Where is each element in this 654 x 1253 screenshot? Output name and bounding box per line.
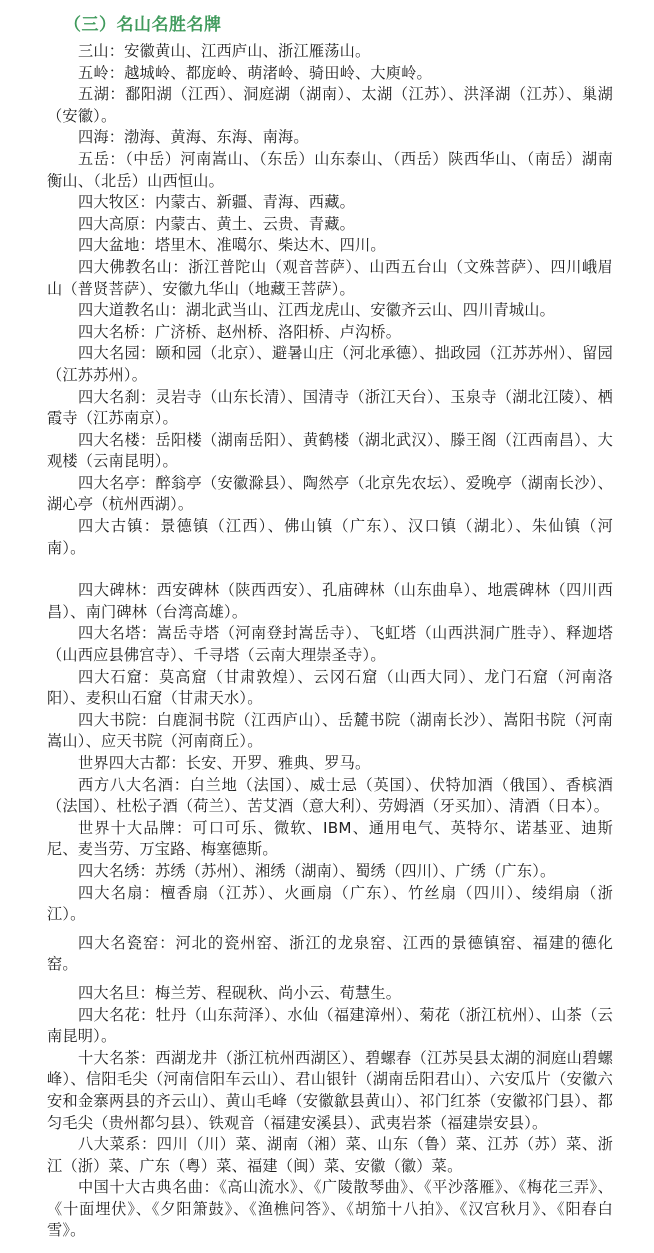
paragraph-text: 鄱阳湖（江西）、洞庭湖（湖南）、太湖（江苏）、洪泽湖（江苏）、巢湖（安徽）。 <box>47 85 614 125</box>
paragraph-opera-dan <box>47 983 613 1005</box>
paragraph-text: 长安、开罗、雅典、罗马。 <box>185 754 371 772</box>
paragraph-label: 四海： <box>78 128 125 147</box>
paragraph-embroideries <box>47 861 613 883</box>
paragraph-text: 安徽黄山、江西庐山、浙江雁荡山。 <box>124 42 371 60</box>
paragraph-label: 世界四大古都： <box>78 754 186 772</box>
paragraph-pastures <box>47 192 613 214</box>
paragraph-cuisines <box>47 1134 613 1177</box>
paragraph-taoist-mountains <box>47 300 613 322</box>
paragraph-label: 四大盆地： <box>78 236 155 255</box>
paragraph-western-liquors <box>47 775 613 818</box>
section-title: （三）名山名胜名牌 <box>64 15 222 35</box>
paragraph-text: 可口可乐、微软、IBM、通用电气、英特尔、诺基亚、迪斯尼、麦当劳、万宝路、梅塞德斯。 <box>47 818 614 859</box>
paragraph-text: 湖北武当山、江西龙虎山、安徽齐云山、四川青城山。 <box>185 301 556 320</box>
paragraph-text: （中岳）河南嵩山、（东岳）山东泰山、（西岳）陕西华山、（南岳）湖南衡山、（北岳）山西恒山。 <box>47 149 614 190</box>
paragraph-bridges <box>47 322 613 344</box>
paragraph-label: 四大名花： <box>78 1005 156 1024</box>
paragraph-towers <box>47 430 613 473</box>
paragraph-label: 四大名楼： <box>78 430 156 449</box>
paragraph-label: 四大名桥： <box>78 322 155 341</box>
paragraph-buddhist-mountains <box>47 257 613 300</box>
paragraph-three-mountains <box>47 41 613 63</box>
paragraph-pavilions <box>47 473 613 516</box>
paragraph-label: 四大石窟： <box>78 667 160 686</box>
paragraph-text: 河北的瓷州窑、浙江的龙泉窑、江西的景德镇窑、福建的德化窑。 <box>47 933 614 974</box>
paragraph-academies <box>47 710 613 753</box>
paragraph-label: 四大碑林： <box>78 581 157 600</box>
paragraph-text: 浙江普陀山（观音菩萨）、山西五台山（文殊菩萨）、四川峨眉山（普贤菩萨）、安徽九华山（地藏王菩萨）。 <box>47 257 613 298</box>
paragraph-text: 塔里木、准噶尔、柴达木、四川。 <box>154 236 386 255</box>
document-body <box>47 41 613 1242</box>
paragraph-label: 五湖： <box>78 85 126 104</box>
paragraph-label: 四大名瓷窑： <box>78 933 176 952</box>
paragraph-text: 景德镇（江西）、佛山镇（广东）、汉口镇（湖北）、朱仙镇（河南）。 <box>47 517 614 557</box>
paragraph-five-sacred-mountains <box>47 149 613 192</box>
paragraph-label: 四大佛教名山： <box>78 257 189 276</box>
paragraph-text: 渤海、黄海、东海、南海。 <box>124 128 309 147</box>
paragraph-fans <box>47 883 613 926</box>
paragraph-kilns <box>47 933 613 976</box>
paragraph-text: 内蒙古、黄土、云贵、青藏。 <box>154 214 355 233</box>
paragraph-label: 四大名扇： <box>78 883 161 902</box>
paragraph-label: 四大名亭： <box>78 473 156 492</box>
paragraph-label: 四大名旦： <box>78 983 155 1002</box>
paragraph-pagodas <box>47 623 613 666</box>
paragraph-text: 广济桥、赵州桥、洛阳桥、卢沟桥。 <box>154 322 402 341</box>
paragraph-basins <box>47 235 613 257</box>
paragraph-label: 十大名茶： <box>78 1048 156 1067</box>
paragraph-label: 西方八大名酒： <box>78 775 190 794</box>
paragraph-label: 四大古镇： <box>78 517 161 536</box>
paragraph-text: 牡丹（山东菏泽）、水仙（福建漳州）、菊花（浙江杭州）、山茶（云南昆明）。 <box>47 1005 614 1046</box>
paragraph-label: 五岭： <box>78 63 125 82</box>
paragraph-label: 世界十大品牌： <box>78 818 193 837</box>
paragraph-four-seas <box>47 127 613 149</box>
paragraph-text: 西湖龙井（浙江杭州西湖区）、碧螺春（江苏吴县太湖的洞庭山碧螺峰）、信阳毛尖（河南信阳车云山）、君山银针（湖南岳阳君山）、六安瓜片（安徽六安和金寨两县的齐云山）、黄山毛峰（安徽歙县黄山）、祁门红茶（安徽祁门县）、都匀毛尖（贵州都匀县）、铁观音（福建安溪县）、武夷岩茶（福建崇安县）。 <box>47 1048 613 1132</box>
paragraph-label: 五岳： <box>78 149 126 168</box>
paragraph-label: 四大牧区： <box>78 193 155 212</box>
paragraph-text: 西安碑林（陕西西安）、孔庙碑林（山东曲阜）、地震碑林（四川西昌）、南门碑林（台湾高雄）。 <box>47 581 613 621</box>
paragraph-text: 嵩岳寺塔（河南登封嵩岳寺）、飞虹塔（山西洪洞广胜寺）、释迦塔（山西应县佛宫寺）、千寻塔（云南大理崇圣寺）。 <box>47 624 613 665</box>
paragraph-label: 四大名刹： <box>78 387 156 406</box>
paragraph-label: 四大高原： <box>78 214 155 233</box>
paragraph-teas <box>47 1048 613 1134</box>
paragraph-text: 内蒙古、新疆、青海、西藏。 <box>154 193 355 212</box>
paragraph-text: 《高山流水》、《广陵散琴曲》、《平沙落雁》、《梅花三弄》、《十面埋伏》、《夕阳箫鼓》、《渔樵问答》、《胡笳十八拍》、《汉宫秋月》、《阳春白雪》。 <box>47 1178 613 1240</box>
paragraph-text: 苏绣（苏州）、湘绣（湖南）、蜀绣（四川）、广绣（广东）。 <box>154 861 556 880</box>
paragraph-text: 梅兰芳、程砚秋、尚小云、荀慧生。 <box>154 983 402 1002</box>
paragraph-label: 三山： <box>78 42 125 60</box>
paragraph-grottoes <box>47 667 613 710</box>
paragraph-text: 醉翁亭（安徽滁县）、陶然亭（北京先农坛）、爱晚亭（湖南长沙）、湖心亭（杭州西湖）。 <box>47 473 614 514</box>
paragraph-label: 四大名塔： <box>78 624 157 643</box>
paragraph-label: 四大书院： <box>78 710 157 729</box>
paragraph-text: 越城岭、都庞岭、萌渚岭、骑田岭、大庾岭。 <box>124 63 432 82</box>
paragraph-gardens <box>47 343 613 386</box>
paragraph-text: 灵岩寺（山东长清）、国清寺（浙江天台）、玉泉寺（湖北江陵）、栖霞寺（江苏南京）。 <box>47 387 614 428</box>
paragraph-world-brands <box>47 818 613 861</box>
paragraph-label: 四大名园： <box>78 344 156 363</box>
paragraph-ancient-towns <box>47 516 613 559</box>
paragraph-plateaus <box>47 214 613 236</box>
paragraph-label: 四大道教名山： <box>78 301 186 320</box>
paragraph-text: 岳阳楼（湖南岳阳）、黄鹤楼（湖北武汉）、滕王阁（江西南昌）、大观楼（云南昆明）。 <box>47 430 614 471</box>
paragraph-classical-music <box>47 1177 613 1242</box>
paragraph-five-lakes <box>47 84 613 127</box>
paragraph-text: 莫高窟（甘肃敦煌）、云冈石窟（山西大同）、龙门石窟（河南洛阳）、麦积山石窟（甘肃天水）。 <box>47 667 613 708</box>
paragraph-label: 中国十大古典名曲： <box>78 1178 220 1197</box>
paragraph-text: 白兰地（法国）、威士忌（英国）、伏特加酒（俄国）、香槟酒（法国）、杜松子酒（荷兰）、苦艾酒（意大利）、劳姆酒（牙买加）、清酒（日本）。 <box>47 775 613 816</box>
paragraph-ancient-capitals <box>47 753 613 775</box>
paragraph-stele-forests <box>47 580 613 623</box>
paragraph-text: 白鹿洞书院（江西庐山）、岳麓书院（湖南长沙）、嵩阳书院（河南嵩山）、应天书院（河南商丘）。 <box>47 710 613 751</box>
paragraph-five-ranges <box>47 63 613 85</box>
paragraph-temples <box>47 387 613 430</box>
paragraph-text: 檀香扇（江苏）、火画扇（广东）、竹丝扇（四川）、绫绢扇（浙江）。 <box>47 883 614 924</box>
paragraph-label: 八大菜系： <box>78 1135 157 1154</box>
paragraph-text: 四川（川）菜、湖南（湘）菜、山东（鲁）菜、江苏（苏）菜、浙江（浙）菜、广东（粤）菜、福建（闽）菜、安徽（徽）菜。 <box>47 1135 613 1175</box>
paragraph-text: 颐和园（北京）、避暑山庄（河北承德）、拙政园（江苏苏州）、留园（江苏苏州）。 <box>47 344 614 384</box>
paragraph-label: 四大名绣： <box>78 861 155 880</box>
paragraph-flowers <box>47 1005 613 1048</box>
